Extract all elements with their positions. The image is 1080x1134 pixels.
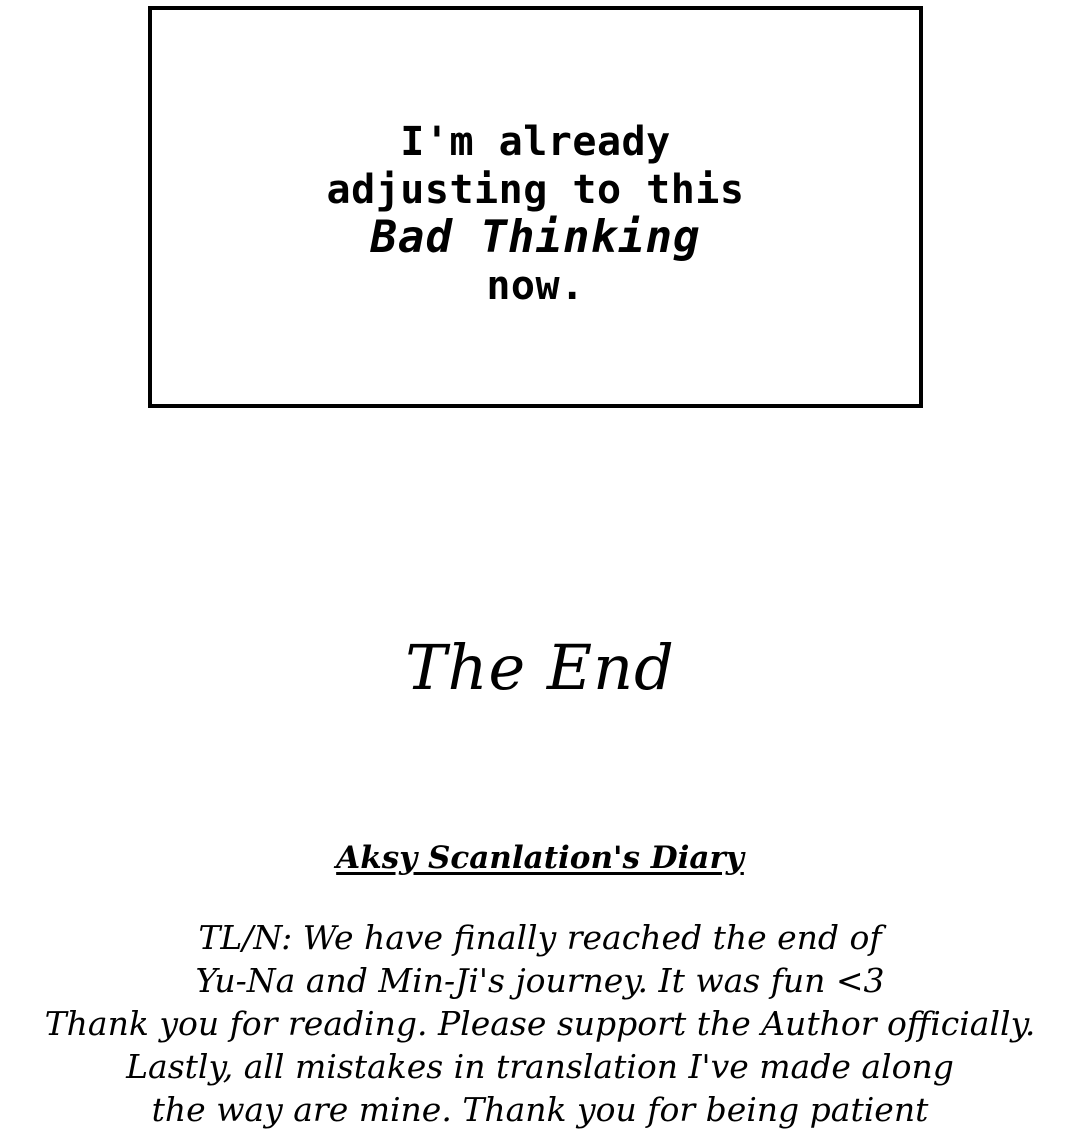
diary-heading: Aksy Scanlation's Diary xyxy=(336,840,744,876)
panel-dialogue-emphasis: Bad Thinking xyxy=(370,212,701,263)
panel-dialogue-line-2: adjusting to this xyxy=(326,167,745,213)
panel-dialogue-closing: now. xyxy=(486,263,585,309)
panel-dialogue xyxy=(152,118,919,310)
translator-note-line-5: the way are mine. Thank you for being patient xyxy=(151,1090,929,1129)
translator-note-line-4: Lastly, all mistakes in translation I've made along xyxy=(126,1047,954,1086)
panel-dialogue-line-1: I'm already xyxy=(400,119,671,165)
translator-note-line-3: Thank you for reading. Please support the Author officially. xyxy=(44,1004,1036,1043)
translator-note-line-2: Yu-Na and Min-Ji's journey. It was fun <3 xyxy=(195,961,885,1000)
comic-panel xyxy=(148,6,923,408)
translator-note xyxy=(40,916,1040,1131)
translator-note-line-1: TL/N: We have finally reached the end of xyxy=(198,918,882,957)
end-card-text: The End xyxy=(405,631,675,704)
